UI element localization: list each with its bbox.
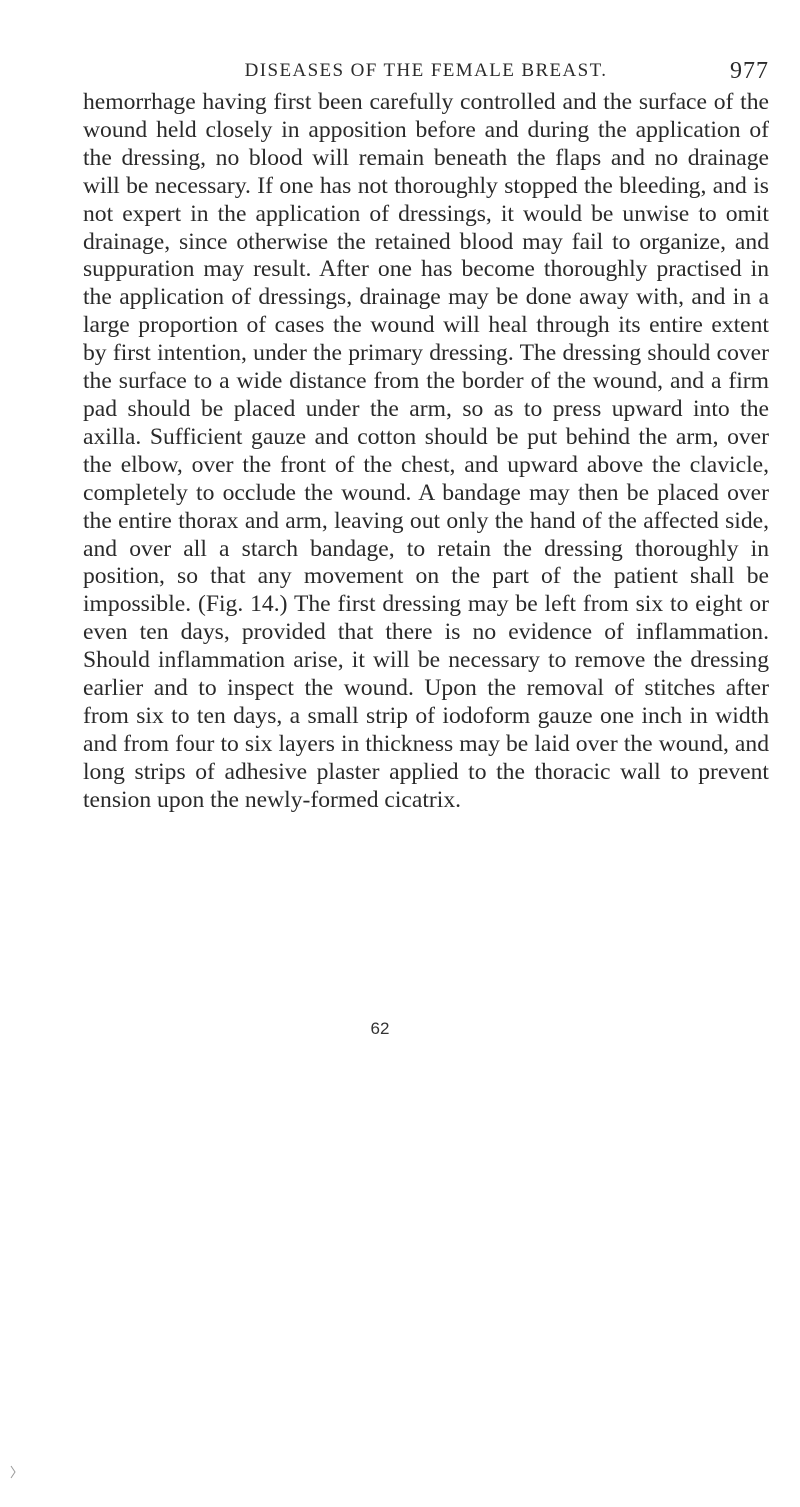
folio-number: 62 [370,1019,390,1038]
running-title: DISEASES OF THE FEMALE BREAST. [244,60,608,81]
page-number: 977 [730,58,769,84]
scan-edge-mark [10,1465,16,1479]
running-header [83,58,769,88]
body-paragraph: hemorrhage having first been carefully controlled and the surface of the wound held closely in apposition before and during the application of the dressing, no blood will remain beneath the flaps and no drainage will be necessary. If one has not thoroughly stopped the bleeding, and is not expert in the application of dressings, it would be unwise to omit drainage, since otherwise the retained blood may fail to organize, and suppuration may result. After one has become thoroughly practised in the application of dressings, drainage may be done away with, and in a large proportion of cases the wound will heal through its entire extent by first intention, under the primary dressing. The dressing should cover the surface to a wide distance from the border of the wound, and a firm pad should be placed under the arm, so as to press upward into the axilla. Sufficient gauze and cotton should be put behind the arm, over the elbow, over the front of the chest, and upward above the clavicle, completely to occlude the wound. A bandage may then be placed over the entire thorax and arm, leaving out only the hand of the affected side, and over all a starch bandage, to retain the dressing thoroughly in position, so that any movement on the part of the patient shall be impossible. (Fig. 14.) The first dressing may be left from six to eight or even ten days, provided that there is no evidence of inflammation. Should inflammation arise, it will be necessary to remove the dressing earlier and to inspect the wound. Upon the removal of stitches after from six to ten days, a small strip of iodoform gauze one inch in width and from four to six layers in thickness may be laid over the wound, and long strips of adhesive plaster applied to the thoracic wall to prevent tension upon the newly-formed cicatrix. [83,89,769,813]
